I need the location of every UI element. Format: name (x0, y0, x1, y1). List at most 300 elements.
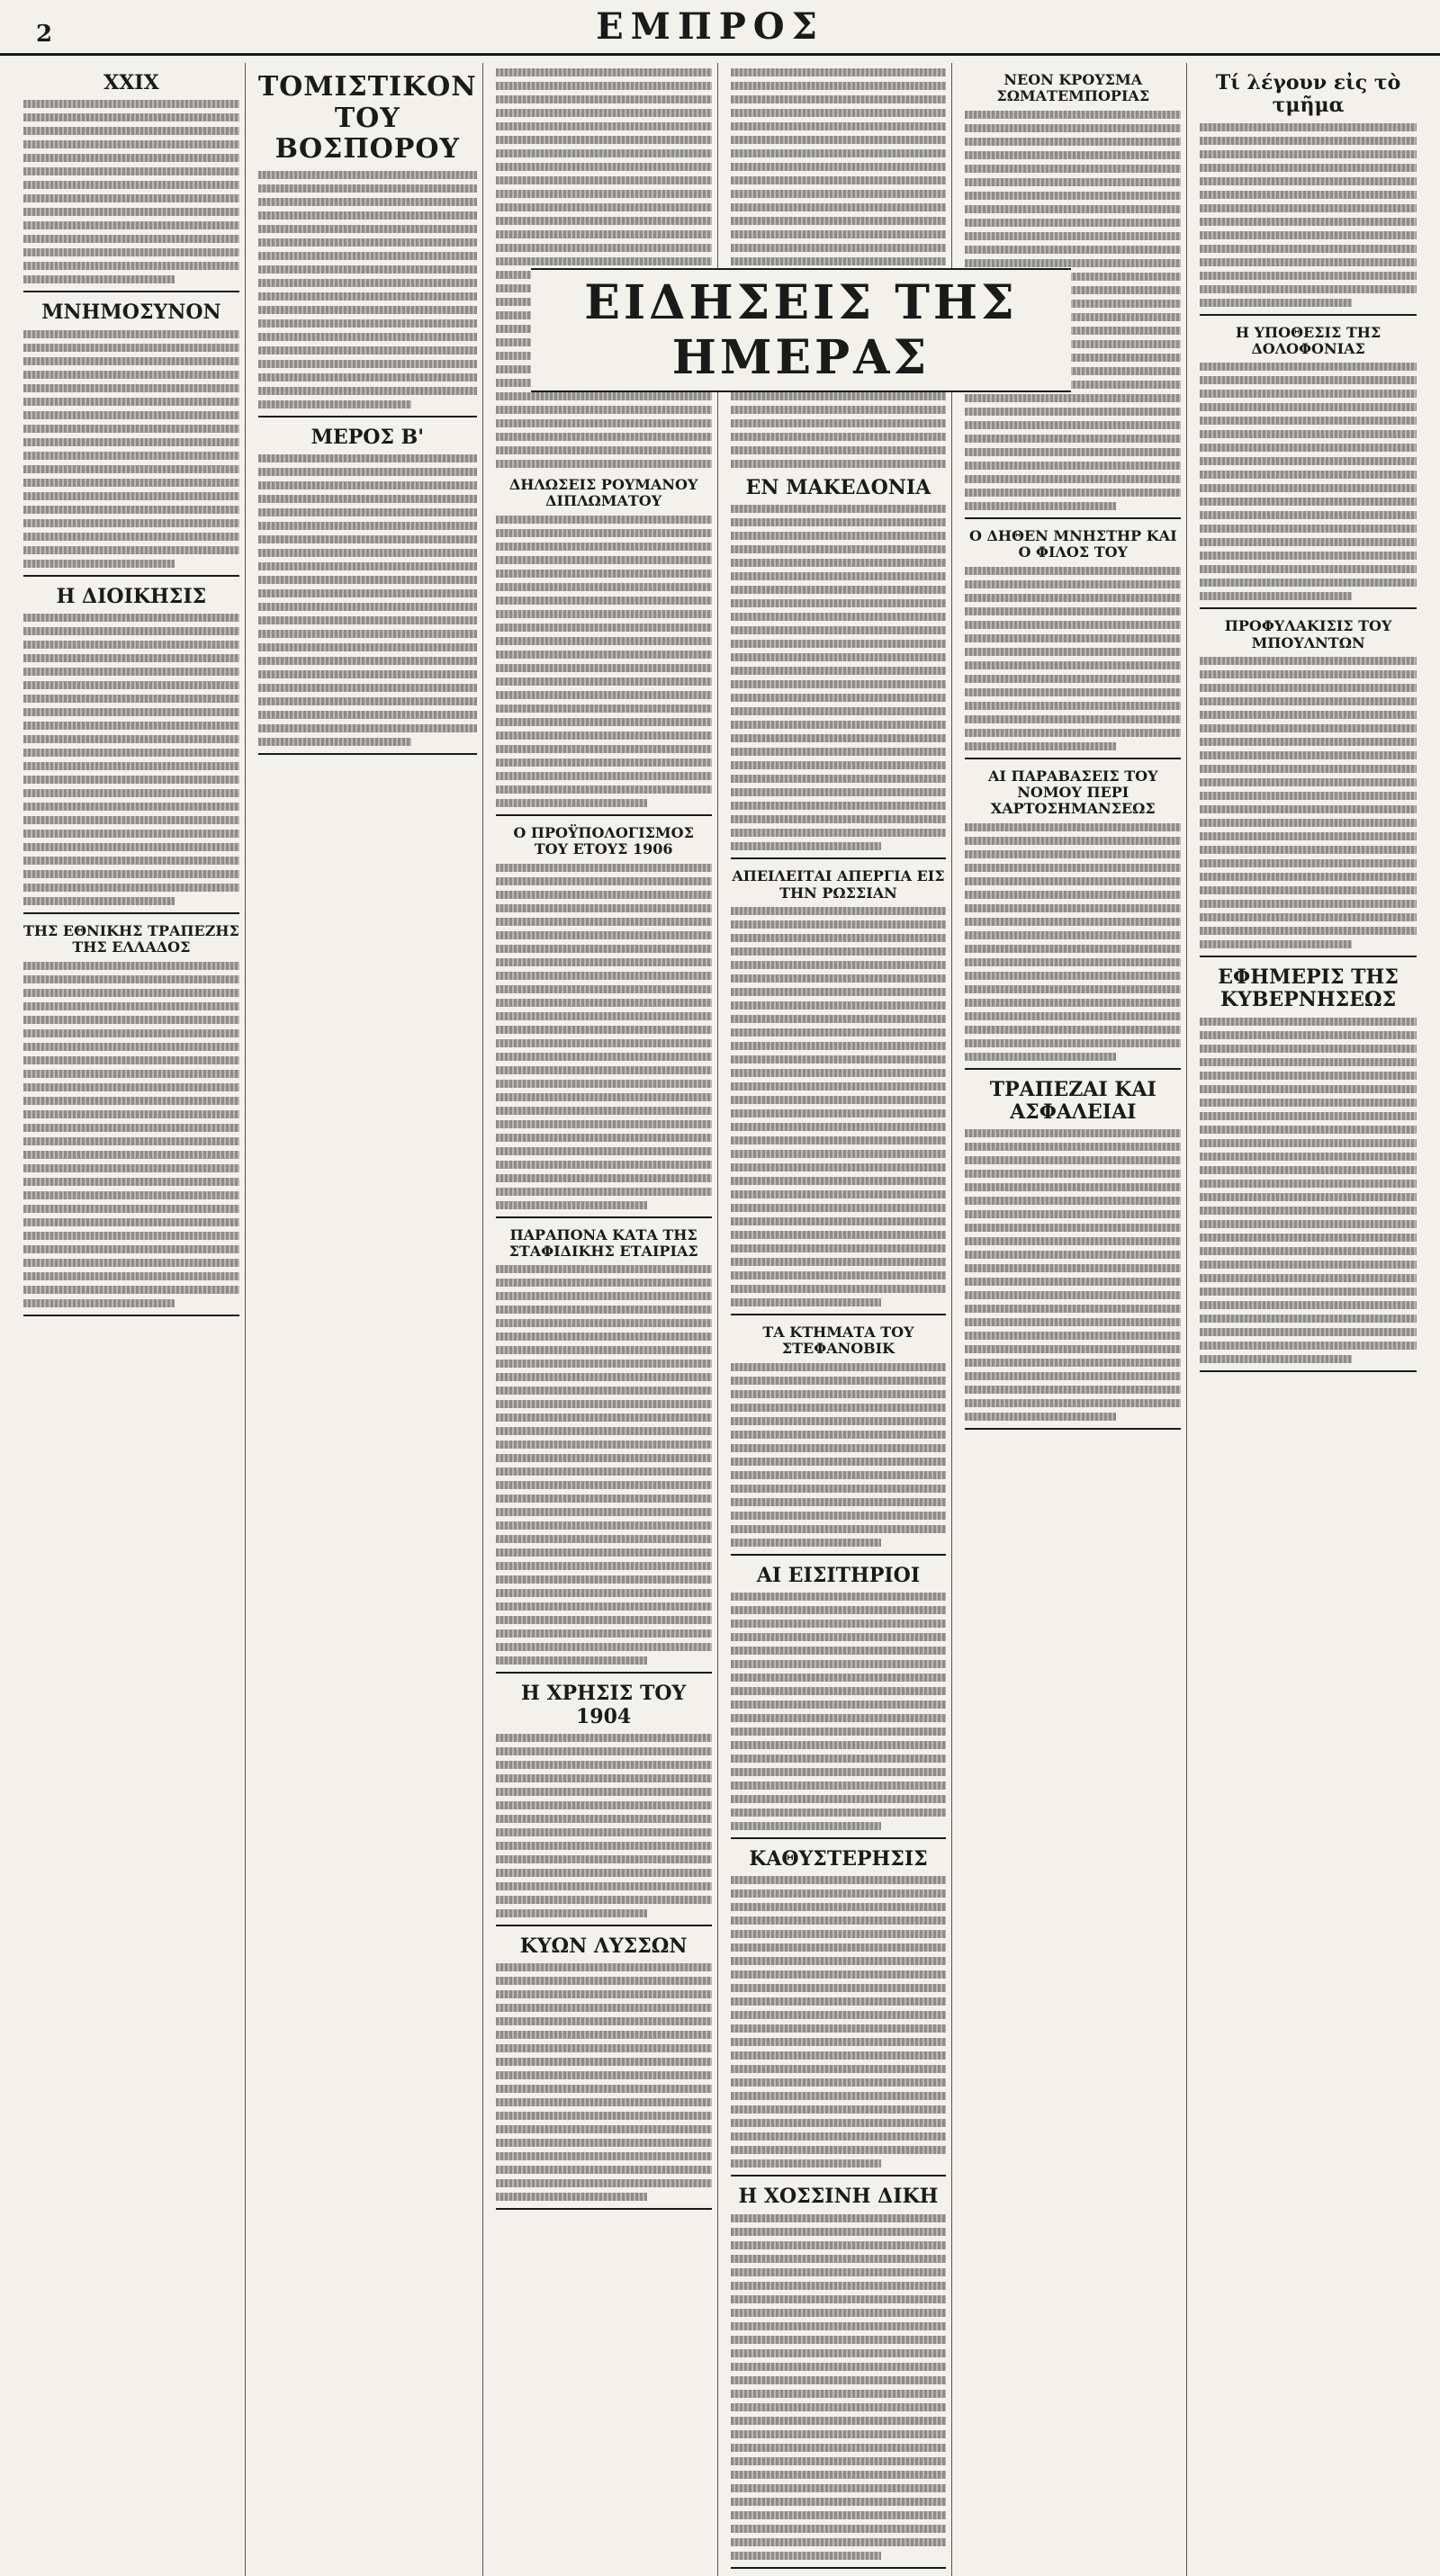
text-line (965, 435, 1181, 443)
text-line (731, 1404, 947, 1412)
text-line (258, 495, 477, 503)
text-line (1200, 724, 1417, 732)
text-line (496, 2112, 712, 2120)
text-line (731, 1795, 947, 1803)
text-line (496, 1387, 712, 1395)
text-line (965, 1053, 1116, 1061)
text-line (23, 1191, 239, 1199)
text-line (965, 985, 1181, 993)
text-line (1200, 819, 1417, 827)
text-line (731, 734, 947, 742)
text-line (23, 546, 239, 554)
text-line (1200, 1207, 1417, 1215)
headline: ΚΑΘΥΣΤΕΡΗΣΙΣ (749, 1847, 928, 1871)
text-line (23, 275, 175, 283)
text-line (23, 843, 239, 851)
text-line (258, 535, 477, 543)
text-line (731, 934, 947, 942)
text-line (496, 918, 712, 926)
text-line (1200, 886, 1417, 894)
text-line (496, 1828, 712, 1836)
text-line (1200, 832, 1417, 840)
text-line (965, 945, 1181, 953)
text-line (1200, 123, 1417, 131)
text-line (496, 799, 647, 807)
text-line (731, 640, 947, 648)
text-line (23, 100, 239, 108)
text-line (731, 1997, 947, 2006)
text-line (1200, 272, 1417, 280)
text-line (496, 1093, 712, 1101)
news-banner: ΕΙΔΗΣΕΙΣ ΤΗΣ ΗΜΕΡΑΣ (531, 268, 1071, 392)
text-line (731, 721, 947, 729)
text-line (731, 2065, 947, 2073)
text-line (23, 357, 239, 365)
text-line (496, 1747, 712, 1755)
text-line (23, 411, 239, 419)
text-line (731, 1204, 947, 1212)
text-line (1200, 738, 1417, 746)
text-line (1200, 778, 1417, 786)
text-line (23, 1002, 239, 1010)
text-line (1200, 285, 1417, 293)
text-line (731, 505, 947, 513)
text-line (496, 1279, 712, 1287)
text-line (731, 1244, 947, 1252)
text-line (1200, 900, 1417, 908)
text-line (23, 560, 175, 568)
text-line (965, 1012, 1181, 1020)
text-line (23, 248, 239, 256)
text-line (496, 1977, 712, 1985)
text-line (731, 1001, 947, 1010)
text-line (965, 1129, 1181, 1137)
text-line (731, 2471, 947, 2479)
text-line (731, 2349, 947, 2357)
text-line (1200, 1166, 1417, 1174)
text-line (258, 454, 477, 462)
text-line (965, 688, 1181, 696)
text-line (1200, 552, 1417, 560)
text-line (965, 124, 1181, 132)
text-line (965, 421, 1181, 429)
text-line (1200, 1139, 1417, 1147)
text-line (731, 1028, 947, 1037)
text-line (731, 1271, 947, 1279)
headline: ΑΙ ΠΑΡΑΒΑΣΕΙΣ ΤΟΥ ΝΟΜΟΥ ΠΕΡΙ ΧΑΡΤΟΣΗΜΑΝΣΕΩΣ (988, 767, 1158, 818)
text-line (258, 333, 477, 341)
text-line (1200, 258, 1417, 266)
text-line (496, 1774, 712, 1782)
text-line (731, 1123, 947, 1131)
text-line (258, 643, 477, 651)
text-line (258, 616, 477, 624)
text-line (496, 1855, 712, 1863)
text-line (1200, 204, 1417, 212)
text-line (496, 1990, 712, 1998)
text-line (731, 1363, 947, 1371)
text-line (731, 961, 947, 969)
text-line (23, 479, 239, 487)
text-line (496, 1963, 712, 1971)
text-line (731, 559, 947, 567)
text-line (496, 664, 712, 672)
text-line (965, 448, 1181, 456)
text-line (965, 621, 1181, 629)
text-line (1200, 711, 1417, 719)
page-number: 2 (36, 21, 53, 48)
text-line (1200, 1274, 1417, 1282)
text-line (496, 2152, 712, 2160)
text-line (965, 1251, 1181, 1259)
text-line (23, 1043, 239, 1051)
text-line (731, 2322, 947, 2330)
text-line (731, 1136, 947, 1144)
text-line (965, 594, 1181, 602)
text-line (496, 1869, 712, 1877)
text-line (965, 972, 1181, 980)
text-line (496, 637, 712, 645)
text-line (1200, 913, 1417, 921)
text-line (731, 667, 947, 675)
headline: ΕΦΗΜΕΡΙΣ ΤΗΣ ΚΥΒΕΡΝΗΣΕΩΣ (1218, 965, 1399, 1012)
text-line (731, 1647, 947, 1655)
text-line (258, 184, 477, 193)
text-line (23, 722, 239, 730)
text-line (496, 1454, 712, 1462)
text-line (23, 1245, 239, 1253)
text-line (731, 1714, 947, 1722)
text-line (23, 262, 239, 270)
text-line (496, 1400, 712, 1408)
text-line (965, 394, 1181, 402)
text-line (23, 344, 239, 352)
text-line (496, 543, 712, 551)
text-line (965, 567, 1181, 575)
text-line (496, 1134, 712, 1142)
text-line (23, 708, 239, 716)
text-line (1200, 218, 1417, 226)
text-line (731, 920, 947, 929)
text-line (496, 2004, 712, 2012)
text-line (23, 989, 239, 997)
headline: Τί λέγουν εἰς τὸ τμῆμα (1215, 71, 1401, 118)
text-line (731, 1768, 947, 1776)
text-line (731, 518, 947, 526)
text-line (496, 1039, 712, 1047)
text-line (1200, 1315, 1417, 1323)
text-line (1200, 498, 1417, 506)
text-line (1200, 177, 1417, 185)
text-line (731, 2552, 882, 2560)
text-line (731, 680, 947, 688)
text-line (496, 1441, 712, 1449)
text-line (496, 1360, 712, 1368)
text-line (496, 1120, 712, 1128)
text-line (965, 607, 1181, 615)
text-line (23, 221, 239, 229)
text-line (965, 877, 1181, 885)
text-line (496, 570, 712, 578)
text-line (23, 1016, 239, 1024)
text-line (731, 1539, 882, 1547)
text-line (965, 205, 1181, 213)
headline: Η ΧΡΗΣΙΣ ΤΟΥ 1904 (521, 1682, 687, 1728)
text-line (731, 626, 947, 634)
text-line (258, 481, 477, 489)
text-line (496, 1188, 712, 1196)
text-line (23, 1218, 239, 1226)
text-line (1200, 873, 1417, 881)
text-line (23, 1083, 239, 1091)
text-line (496, 1080, 712, 1088)
text-line (496, 556, 712, 564)
text-line (23, 1205, 239, 1213)
text-line (731, 1231, 947, 1239)
text-line (731, 1096, 947, 1104)
text-line (731, 2484, 947, 2492)
text-line (23, 140, 239, 148)
text-line (496, 1535, 712, 1543)
text-line (496, 958, 712, 966)
text-line (731, 1822, 882, 1830)
text-line (496, 597, 712, 605)
text-line (731, 1444, 947, 1452)
text-line (965, 151, 1181, 159)
text-line (496, 1066, 712, 1074)
text-line (1200, 457, 1417, 465)
text-line (731, 1217, 947, 1225)
text-line (965, 904, 1181, 912)
text-line (1200, 376, 1417, 384)
text-line (1200, 511, 1417, 519)
text-line (965, 850, 1181, 858)
text-line (496, 1643, 712, 1651)
text-line (496, 931, 712, 939)
text-line (1200, 592, 1352, 600)
text-line (496, 2017, 712, 2025)
text-line (731, 2430, 947, 2438)
column-2 (253, 63, 483, 2576)
text-line (731, 1728, 947, 1736)
text-line (258, 508, 477, 516)
text-line (496, 1481, 712, 1489)
text-line (496, 785, 712, 794)
headline: ΤΗΣ ΕΘΝΙΚΗΣ ΤΡΑΠΕΖΗΣ ΤΗΣ ΕΛΛΑΔΟΣ (23, 921, 239, 956)
text-line (496, 1656, 647, 1665)
text-line (965, 999, 1181, 1007)
text-line (1200, 940, 1352, 948)
text-line (731, 1687, 947, 1695)
text-line (496, 651, 712, 659)
text-line (731, 1606, 947, 1614)
text-line (731, 1674, 947, 1682)
text-line (965, 580, 1181, 588)
text-line (731, 1417, 947, 1425)
text-line (23, 235, 239, 243)
text-line (496, 2085, 712, 2093)
text-line (23, 803, 239, 811)
text-line (23, 1137, 239, 1145)
column-6 (1194, 63, 1422, 2576)
text-line (23, 1070, 239, 1078)
text-line (965, 1372, 1181, 1380)
text-line (496, 2193, 647, 2201)
text-line (23, 1272, 239, 1280)
text-line (731, 2051, 947, 2060)
text-line (258, 319, 477, 328)
text-line (1200, 1153, 1417, 1161)
text-line (731, 2309, 947, 2317)
text-line (731, 2390, 947, 2398)
headline: ΜΝΗΜΟΣΥΝΟΝ (41, 301, 221, 325)
text-line (23, 1164, 239, 1172)
text-line (496, 624, 712, 632)
text-line (496, 1616, 712, 1624)
text-line (496, 1882, 712, 1890)
text-line (731, 2255, 947, 2263)
text-line (1200, 137, 1417, 145)
text-line (258, 589, 477, 597)
text-line (496, 999, 712, 1007)
text-line (1200, 1220, 1417, 1228)
text-line (731, 2336, 947, 2344)
text-line (23, 127, 239, 135)
text-line (1200, 1288, 1417, 1296)
text-line (258, 292, 477, 301)
text-line (258, 400, 411, 408)
text-line (258, 360, 477, 368)
text-line (731, 2538, 947, 2546)
column-4 (725, 63, 953, 2576)
text-line (1200, 684, 1417, 692)
text-line (496, 529, 712, 537)
text-line (23, 1178, 239, 1186)
text-line (23, 897, 175, 905)
text-line (731, 2403, 947, 2411)
text-line (1200, 565, 1417, 573)
text-line (496, 691, 712, 699)
text-line (23, 695, 239, 703)
text-line (258, 346, 477, 355)
text-line (496, 1414, 712, 1422)
text-line (731, 1943, 947, 1952)
text-line (23, 870, 239, 878)
text-line (965, 192, 1181, 200)
text-line (496, 945, 712, 953)
text-line (496, 1815, 712, 1823)
text-line (496, 1602, 712, 1611)
text-line (1200, 1126, 1417, 1134)
text-line (23, 1286, 239, 1294)
text-line (496, 2058, 712, 2066)
text-line (1200, 927, 1417, 935)
text-line (496, 1575, 712, 1584)
text-line (258, 738, 411, 746)
headline: ΝΕΟΝ ΚΡΟΥΣΜΑ ΣΩΜΑΤΕΜΠΟΡΙΑΣ (996, 71, 1150, 105)
text-line (965, 1413, 1116, 1421)
text-line (1200, 538, 1417, 546)
text-line (965, 1156, 1181, 1164)
text-line (731, 1109, 947, 1117)
text-line (496, 1306, 712, 1314)
text-line (23, 962, 239, 970)
text-line (1200, 765, 1417, 773)
text-line (731, 988, 947, 996)
text-line (1200, 751, 1417, 759)
text-line (496, 758, 712, 767)
text-line (731, 2078, 947, 2087)
text-line (965, 1399, 1181, 1407)
text-line (965, 715, 1181, 723)
text-line (23, 1151, 239, 1159)
text-line (258, 657, 477, 665)
text-line (258, 387, 477, 395)
text-line (258, 225, 477, 233)
text-line (258, 171, 477, 179)
text-line (23, 1259, 239, 1267)
text-line (1200, 1018, 1417, 1026)
text-line (731, 1082, 947, 1091)
text-line (731, 1957, 947, 1965)
text-line (731, 2282, 947, 2290)
text-line (23, 452, 239, 460)
text-line (965, 1170, 1181, 1178)
text-line (1200, 299, 1352, 307)
text-line (965, 246, 1181, 254)
text-line (1200, 403, 1417, 411)
text-line (965, 178, 1181, 186)
text-line (1200, 846, 1417, 854)
text-line (731, 572, 947, 580)
text-line (731, 829, 947, 837)
text-line (258, 711, 477, 719)
text-line (731, 2159, 882, 2168)
text-line (1200, 579, 1417, 587)
text-line (496, 1107, 712, 1115)
text-line (731, 2024, 947, 2033)
text-line (1200, 191, 1417, 199)
text-line (1200, 792, 1417, 800)
text-line (1200, 430, 1417, 438)
text-line (496, 2166, 712, 2174)
text-line (965, 1345, 1181, 1353)
text-line (496, 1201, 647, 1209)
text-line (1200, 1193, 1417, 1201)
text-line (731, 2146, 947, 2154)
text-line (1200, 1234, 1417, 1242)
text-line (731, 1876, 947, 1884)
text-line (496, 1026, 712, 1034)
text-line (496, 1053, 712, 1061)
text-line (496, 1734, 712, 1742)
text-line (23, 438, 239, 446)
text-line (965, 1386, 1181, 1394)
text-line (965, 1143, 1181, 1151)
text-line (965, 1026, 1181, 1034)
text-line (23, 519, 239, 527)
text-line (731, 1042, 947, 1050)
text-line (731, 2457, 947, 2465)
text-line (965, 462, 1181, 470)
text-line (731, 1055, 947, 1064)
text-line (1200, 859, 1417, 867)
text-line (731, 2241, 947, 2249)
text-line (731, 1620, 947, 1628)
text-line (965, 1332, 1181, 1340)
text-line (1200, 390, 1417, 398)
text-line (23, 641, 239, 649)
